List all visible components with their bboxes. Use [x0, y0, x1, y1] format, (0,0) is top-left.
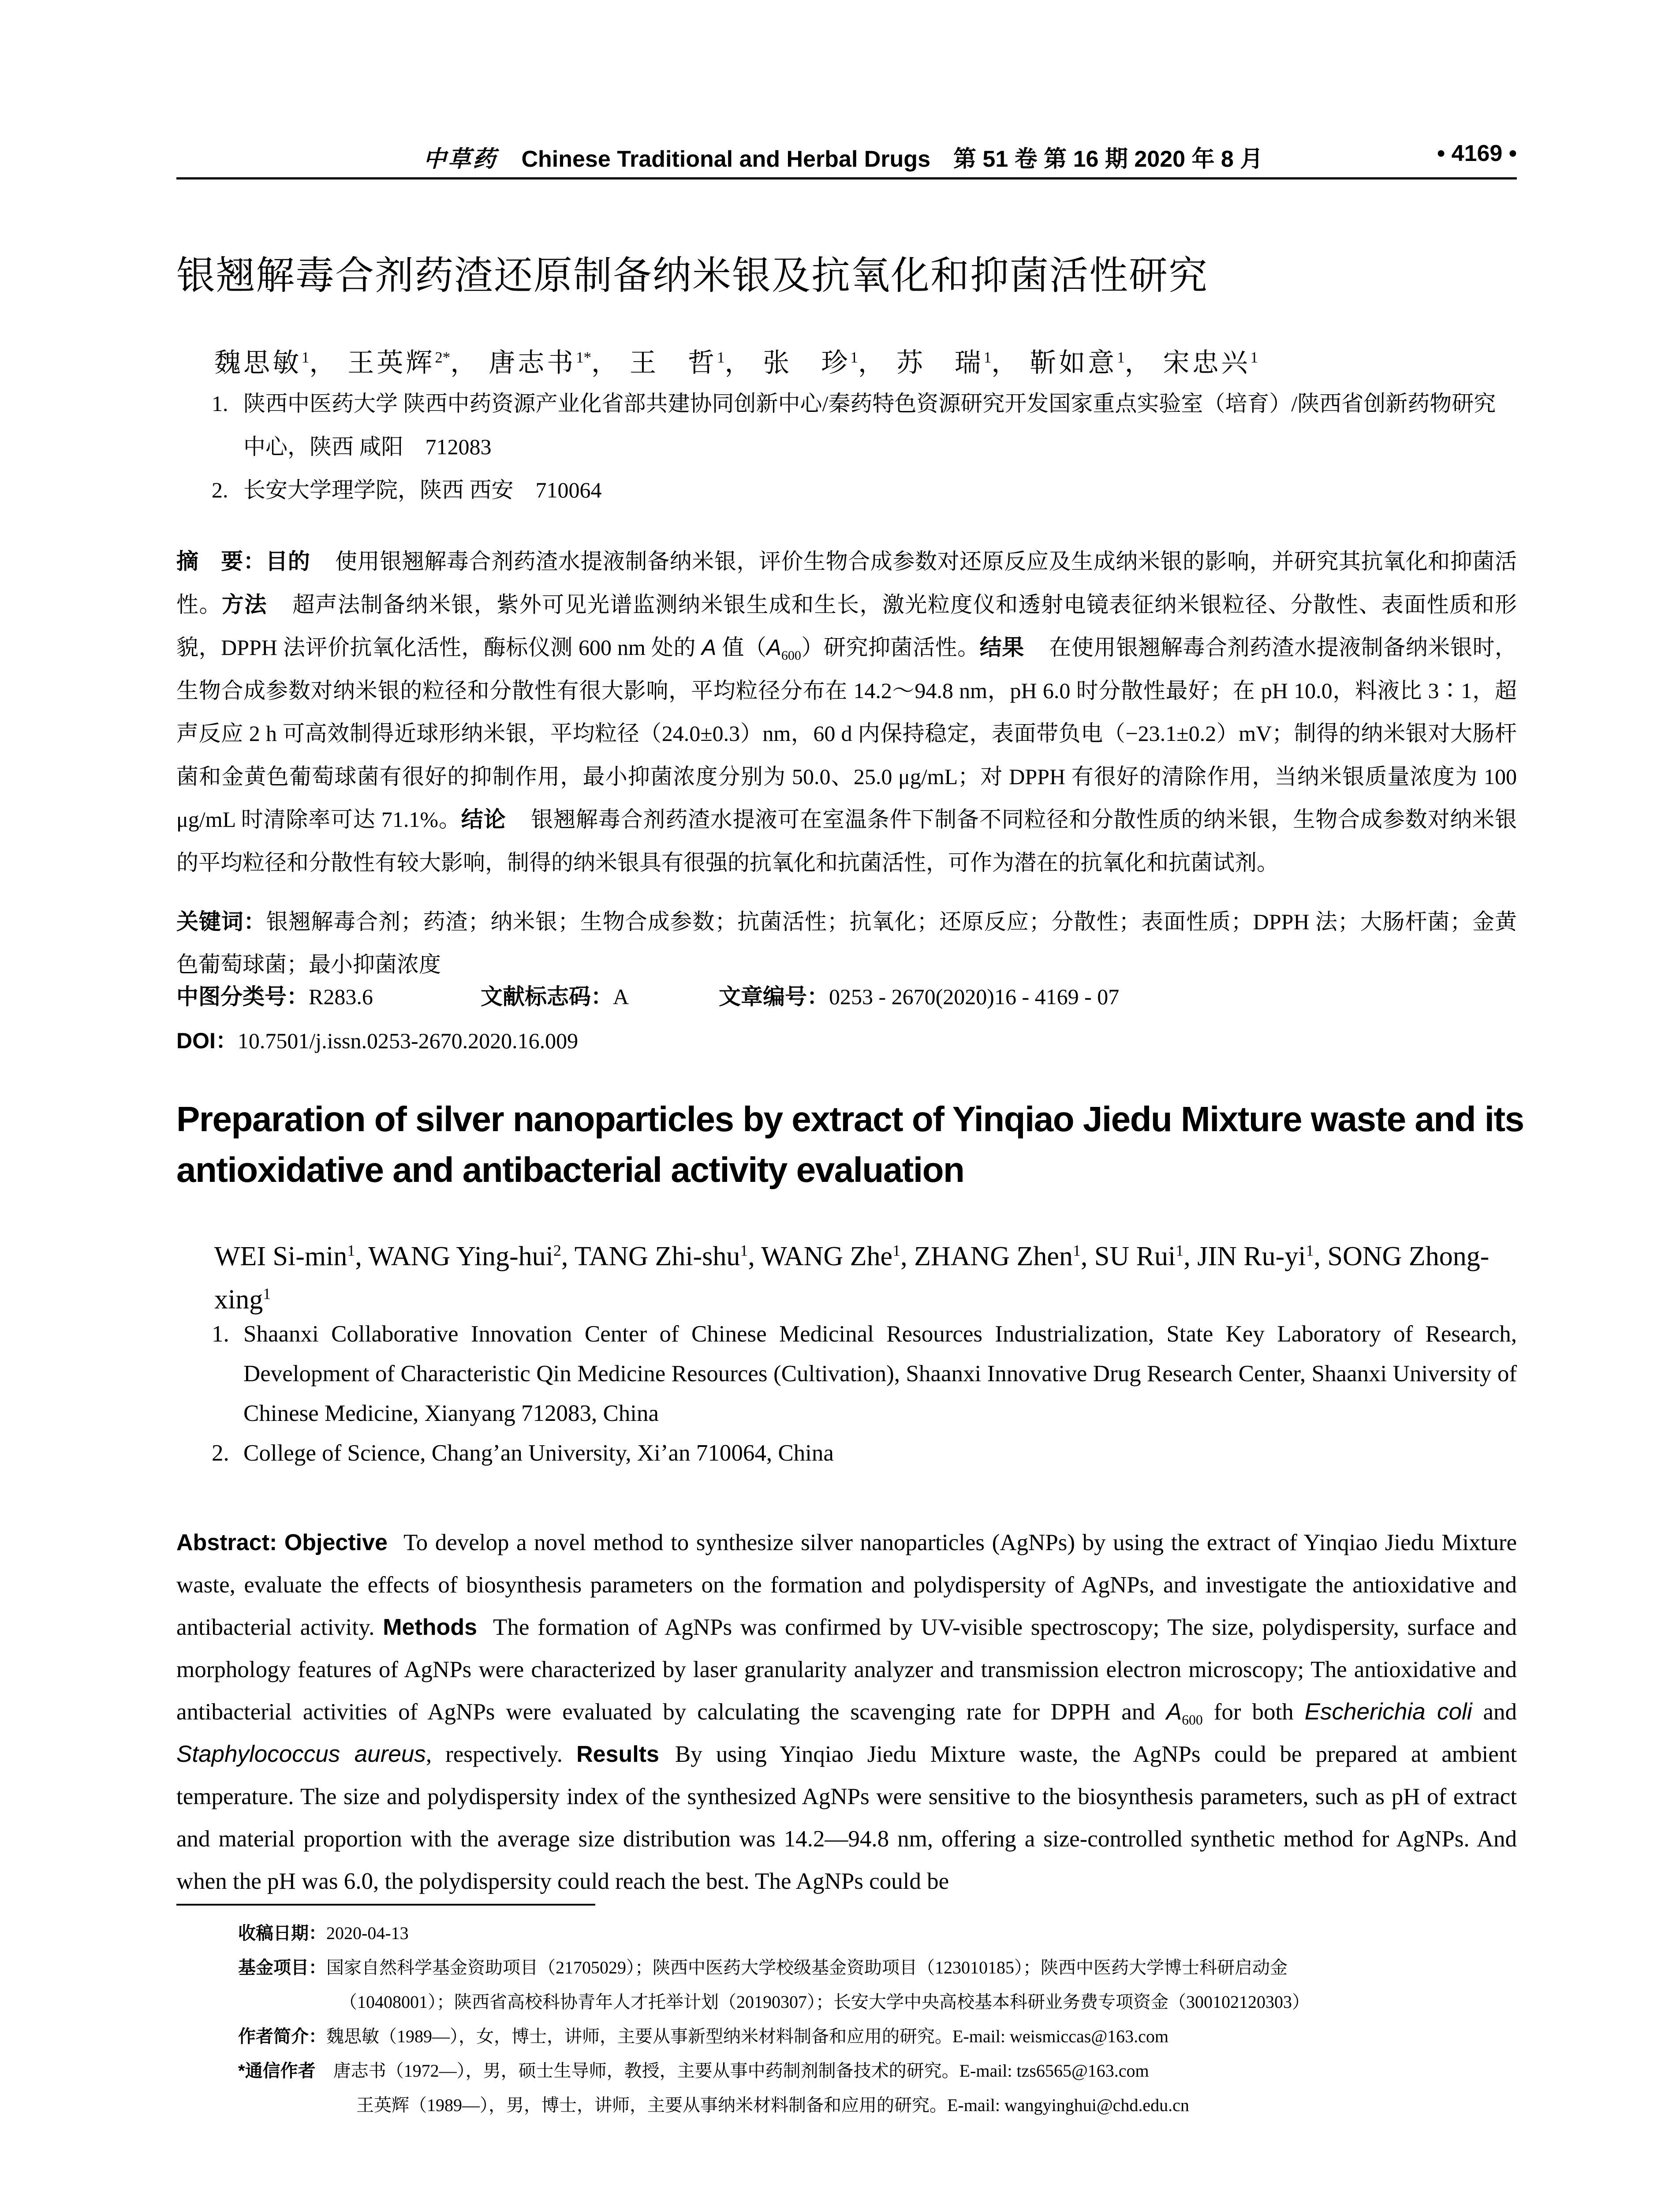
- cn-affiliation: 1. 陕西中医药大学 陕西中药资源产业化省部共建协同创新中心/秦药特色资源研究开发国家重点实验室（培育）/陕西省创新药物研究中心，陕西 咸阳 712083: [212, 391, 1496, 459]
- en-methods-text: The formation of AgNPs was confirmed by UV-visible spectroscopy; The size, polydispersity, surface and morphology features of AgNPs were characterized by laser granularity analyzer and transmission electron microscopy; The antioxidative and antibacterial activities of AgNPs were evaluated by calculating the scavenging rate for DPPH and: [176, 1615, 1517, 1725]
- en-abstract-label: Abstract:: [176, 1530, 277, 1555]
- en-affiliations: [212, 1314, 1517, 1473]
- cn-conclusion-label: 结论: [461, 807, 506, 832]
- footnote-corresponding-2: 王英辉（1989—），男，博士，讲师，主要从事纳米材料制备和应用的研究。E-mail: wangyinghui@chd.edu.cn: [356, 2095, 1189, 2115]
- en-objective-text: To develop a novel method to synthesize silver nanoparticles (AgNPs) by using the extract of Yinqiao Jiedu Mixture waste, evaluate the effects of biosynthesis parameters on the formation and polydispersity of AgNPs, and investigate the antioxidative and antibacterial activity.: [176, 1530, 1517, 1640]
- en-author: TANG Zhi-shu$^1$: [574, 1241, 748, 1271]
- en-title: Preparation of silver nanoparticles by extract of Yinqiao Jiedu Mixture waste and its antioxidative and antibacterial activity evaluation: [176, 1099, 1524, 1189]
- cn-authors: 魏思敏$^1$， 王英辉$^{2*}$， 唐志书$^{1*}$， 王 哲$^1$， 张 珍$^1$， 苏 瑞$^1$， 靳如意$^1$， 宋忠兴$^1$: [214, 348, 1258, 377]
- cn-author: 魏思敏$^1$: [214, 348, 310, 377]
- cn-author: 靳如意$^1$: [1030, 348, 1125, 377]
- cn-author: 苏 瑞$^1$: [896, 348, 992, 377]
- en-results-label: Results: [576, 1742, 659, 1767]
- en-methods-label: Methods: [383, 1615, 477, 1640]
- cn-objective-label: 目的: [265, 549, 310, 574]
- en-objective-label: Objective: [284, 1530, 388, 1555]
- cn-abstract: 摘 要：目的 使用银翘解毒合剂药渣水提液制备纳米银，评价生物合成参数对还原反应及生成纳米银的影响，并研究其抗氧化和抑菌活性。方法 超声法制备纳米银，紫外可见光谱监测纳米银生成和生长，激光粒度仪和透射电镜表征纳米银粒径、分散性、表面性质和形貌，DPPH 法评价抗氧化活性，酶标仪测 600 nm 处的 A 值$(A_{600})$研究抑菌活性。结果 在使用银翘解毒合剂药渣水提液制备纳米银时，生物合成参数对纳米银的粒径和分散性有很大影响，平均粒径分布在 14.2～94.8 nm，pH 6.0 时分散性最好；在 pH 10.0，料液比 3∶1，超声反应 2 h 可高效制得近球形纳米银，平均粒径（24.0±0.3）nm，60 d 内保持稳定，表面带负电（−23.1±0.2）mV；制得的纳米银对大肠杆菌和金黄色葡萄球菌有很好的抑制作用，最小抑菌浓度分别为 50.0、25.0 μg/mL；对 DPPH 有很好的清除作用，当纳米银质量浓度为 100 μg/mL 时清除率可达 71.1%。结论 银翘解毒合剂药渣水提液可在室温条件下制备不同粒径和分散性质的纳米银，生物合成参数对纳米银的平均粒径和分散性有较大影响，制得的纳米银具有很强的抗氧化和抗菌活性，可作为潜在的抗氧化和抗菌试剂。: [176, 549, 1517, 875]
- journal-info: [423, 140, 1263, 173]
- en-author: WANG Ying-hui$^2$: [368, 1241, 561, 1271]
- footnote-author: 作者简介： 魏思敏（1989—），女，博士，讲师，主要从事新型纳米材料制备和应用的研究。E-mail: weismiccas@163.com: [238, 2026, 1169, 2046]
- footnote-corresponding: *通信作者 唐志书（1972—），男，硕士生导师，教授，主要从事中药制剂制备技术的研究。E-mail: tzs6565@163.com: [238, 2061, 1149, 2081]
- en-author: WEI $Si-\min^1$: [214, 1241, 355, 1271]
- cn-methods-label: 方法: [221, 592, 267, 617]
- en-absorbance-symbol: A: [1166, 1699, 1182, 1725]
- footnote-received: 收稿日期： 2020-04-13: [238, 1923, 409, 1943]
- doi-line: DOI：10.7501/j.issn.0253-2670.2020.16.009: [176, 1028, 579, 1053]
- journal-issue-line: Chinese Traditional and Herbal Drugs 第 51 卷 第 16 期 2020 年 8 月: [521, 146, 1263, 172]
- page-number: • 4169 •: [1437, 141, 1517, 166]
- en-results-text: By using Yinqiao Jiedu Mixture waste, the AgNPs could be prepared at ambient temperature. The size and polydispersity index of the synthesized AgNPs were sensitive to the biosynthesis parameters, such as pH of extract and material proportion with the average size distribution was 14.2—94.8 nm, offering a size-controlled synthetic method for AgNPs. And when the pH was 6.0, the polydispersity could reach the best. The AgNPs could be: [176, 1742, 1517, 1894]
- cn-author: 王英辉$^{2*}$: [347, 348, 451, 377]
- footnotes: [238, 1916, 1517, 2123]
- cn-conclusion-text: 银翘解毒合剂药渣水提液可在室温条件下制备不同粒径和分散性质的纳米银，生物合成参数对纳米银的平均粒径和分散性有较大影响，制得的纳米银具有很强的抗氧化和抗菌活性，可作为潜在的抗氧化和抗菌试剂。: [176, 807, 1517, 875]
- cn-author: 张 珍$^1$: [763, 348, 858, 377]
- cn-results-label: 结果: [979, 635, 1024, 660]
- cn-methods-text: 超声法制备纳米银，紫外可见光谱监测纳米银生成和生长，激光粒度仪和透射电镜表征纳米银粒径、分散性、表面性质和形貌，DPPH 法评价抗氧化活性，酶标仪测 600 nm 处的: [176, 592, 1517, 660]
- cn-keywords: [176, 901, 1517, 986]
- footnote-fund-cont: （10408001）；陕西省高校科协青年人才托举计划（20190307）；长安大学中央高校基本科研业务费专项资金（300102120303）: [340, 1992, 1310, 2012]
- cn-results-text: 在使用银翘解毒合剂药渣水提液制备纳米银时，生物合成参数对纳米银的粒径和分散性有很大影响，平均粒径分布在 14.2～94.8 nm，pH 6.0 时分散性最好；在 pH 10.0，料液比 3∶1，超声反应 2 h 可高效制得近球形纳米银，平均粒径（24.0±0.3）nm，60 d 内保持稳定，表面带负电（−23.1±0.2）mV；制得的纳米银对大肠杆菌和金黄色葡萄球菌有很好的抑制作用，最小抑菌浓度分别为 50.0、25.0 μg/mL；对 DPPH 有很好的清除作用，当纳米银质量浓度为 100 μg/mL 时清除率可达 71.1%。: [176, 635, 1517, 832]
- en-author: SU Rui$^1$: [1094, 1241, 1184, 1271]
- species-ecoli: Escherichia coli: [1304, 1699, 1472, 1725]
- cn-objective-text: 使用银翘解毒合剂药渣水提液制备纳米银，评价生物合成参数对还原反应及生成纳米银的影响，并研究其抗氧化和抑菌活性。: [176, 549, 1517, 617]
- journal-logo: 中草药: [423, 146, 498, 172]
- en-affiliation: 1. Shaanxi Collaborative Innovation Center of Chinese Medicinal Resources Industrialization, State Key Laboratory of Research, Development of Characteristic Qin Medicine Resources (Cultivation), Shaanxi Innovative Drug Research Center, Shaanxi University of Chinese Medicine, Xianyang 712083, China: [212, 1321, 1517, 1426]
- cn-classification: 中图分类号：R283.6 文献标志码：A 文章编号：0253 - 2670(2020)16 - 4169 - 07: [176, 984, 1120, 1009]
- cn-author: 唐志书$^{1*}$: [489, 348, 591, 377]
- footnote-rule: [176, 1904, 595, 1906]
- article-number: 0253 - 2670(2020)16 - 4169 - 07: [829, 984, 1120, 1009]
- header-rule: [176, 177, 1517, 179]
- en-abstract: Abstract: Objective To develop a novel method to synthesize silver nanoparticles (AgNPs) by using the extract of Yinqiao Jiedu Mixture waste, evaluate the effects of biosynthesis parameters on the formation and polydispersity of AgNPs, and investigate the antioxidative and antibacterial activity. Methods The formation of AgNPs was confirmed by UV-visible spectroscopy; The size, polydispersity, surface and morphology features of AgNPs were characterized by laser granularity analyzer and transmission electron microscopy; The antioxidative and antibacterial activities of AgNPs were evaluated by calculating the scavenging rate for DPPH and $A_{600}$ for both Escherichia coli and Staphylococcus aureus, respectively. Results By using Yinqiao Jiedu Mixture waste, the AgNPs could be prepared at ambient temperature. The size and polydispersity index of the synthesized AgNPs were sensitive to the biosynthesis parameters, such as pH of extract and material proportion with the average size distribution was 14.2—94.8 nm, offering a size-controlled synthetic method for AgNPs. And when the pH was 6.0, the polydispersity could reach the best. The AgNPs could be: [176, 1530, 1517, 1894]
- en-author: SONG Zhong-xing$^1$: [214, 1241, 1490, 1315]
- en-author: JIN $Ru-yi^1$: [1197, 1241, 1314, 1271]
- cn-title: 银翘解毒合剂药渣还原制备纳米银及抗氧化和抑菌活性研究: [176, 254, 1209, 297]
- cn-keywords-label: 关键词：: [176, 909, 266, 934]
- doi-value: 10.7501/j.issn.0253-2670.2020.16.009: [237, 1028, 579, 1053]
- clc-code: R283.6: [309, 984, 373, 1009]
- cn-affiliation: 2. 长安大学理学院，陕西 西安 710064: [212, 478, 602, 502]
- en-author: WANG Zhe$^1$: [761, 1241, 901, 1271]
- cn-absorbance-symbol: A: [702, 635, 717, 660]
- footnote-fund: 基金项目： 国家自然科学基金资助项目（21705029）；陕西中医药大学校级基金资助项目（123010185）；陕西中医药大学博士科研启动金: [238, 1958, 1288, 1977]
- doc-code: A: [613, 984, 629, 1009]
- en-author: ZHANG Zhen$^1$: [914, 1241, 1081, 1271]
- cn-keywords-text: 银翘解毒合剂；药渣；纳米银；生物合成参数；抗菌活性；抗氧化；还原反应；分散性；表面性质；DPPH 法；大肠杆菌；金黄色葡萄球菌；最小抑菌浓度: [176, 909, 1517, 977]
- en-authors: WEI $Si-\min^1$, WANG Ying-hui$^2$, TANG Zhi-shu$^1$, WANG Zhe$^1$, ZHANG Zhen$^1$, SU Rui$^1$, JIN $Ru-yi^1$, SONG Zhong-xing$^1$: [214, 1241, 1490, 1315]
- cn-abstract-label: 摘 要：: [176, 549, 266, 574]
- species-saureus: Staphylococcus aureus: [176, 1741, 426, 1767]
- cn-author: 宋忠兴$^1$: [1163, 348, 1258, 377]
- cn-affiliations: [212, 382, 1517, 512]
- running-header: [176, 140, 1517, 176]
- en-affiliation: 2. College of Science, Chang’an University, Xi’an 710064, China: [212, 1440, 834, 1466]
- cn-author: 王 哲$^1$: [630, 348, 725, 377]
